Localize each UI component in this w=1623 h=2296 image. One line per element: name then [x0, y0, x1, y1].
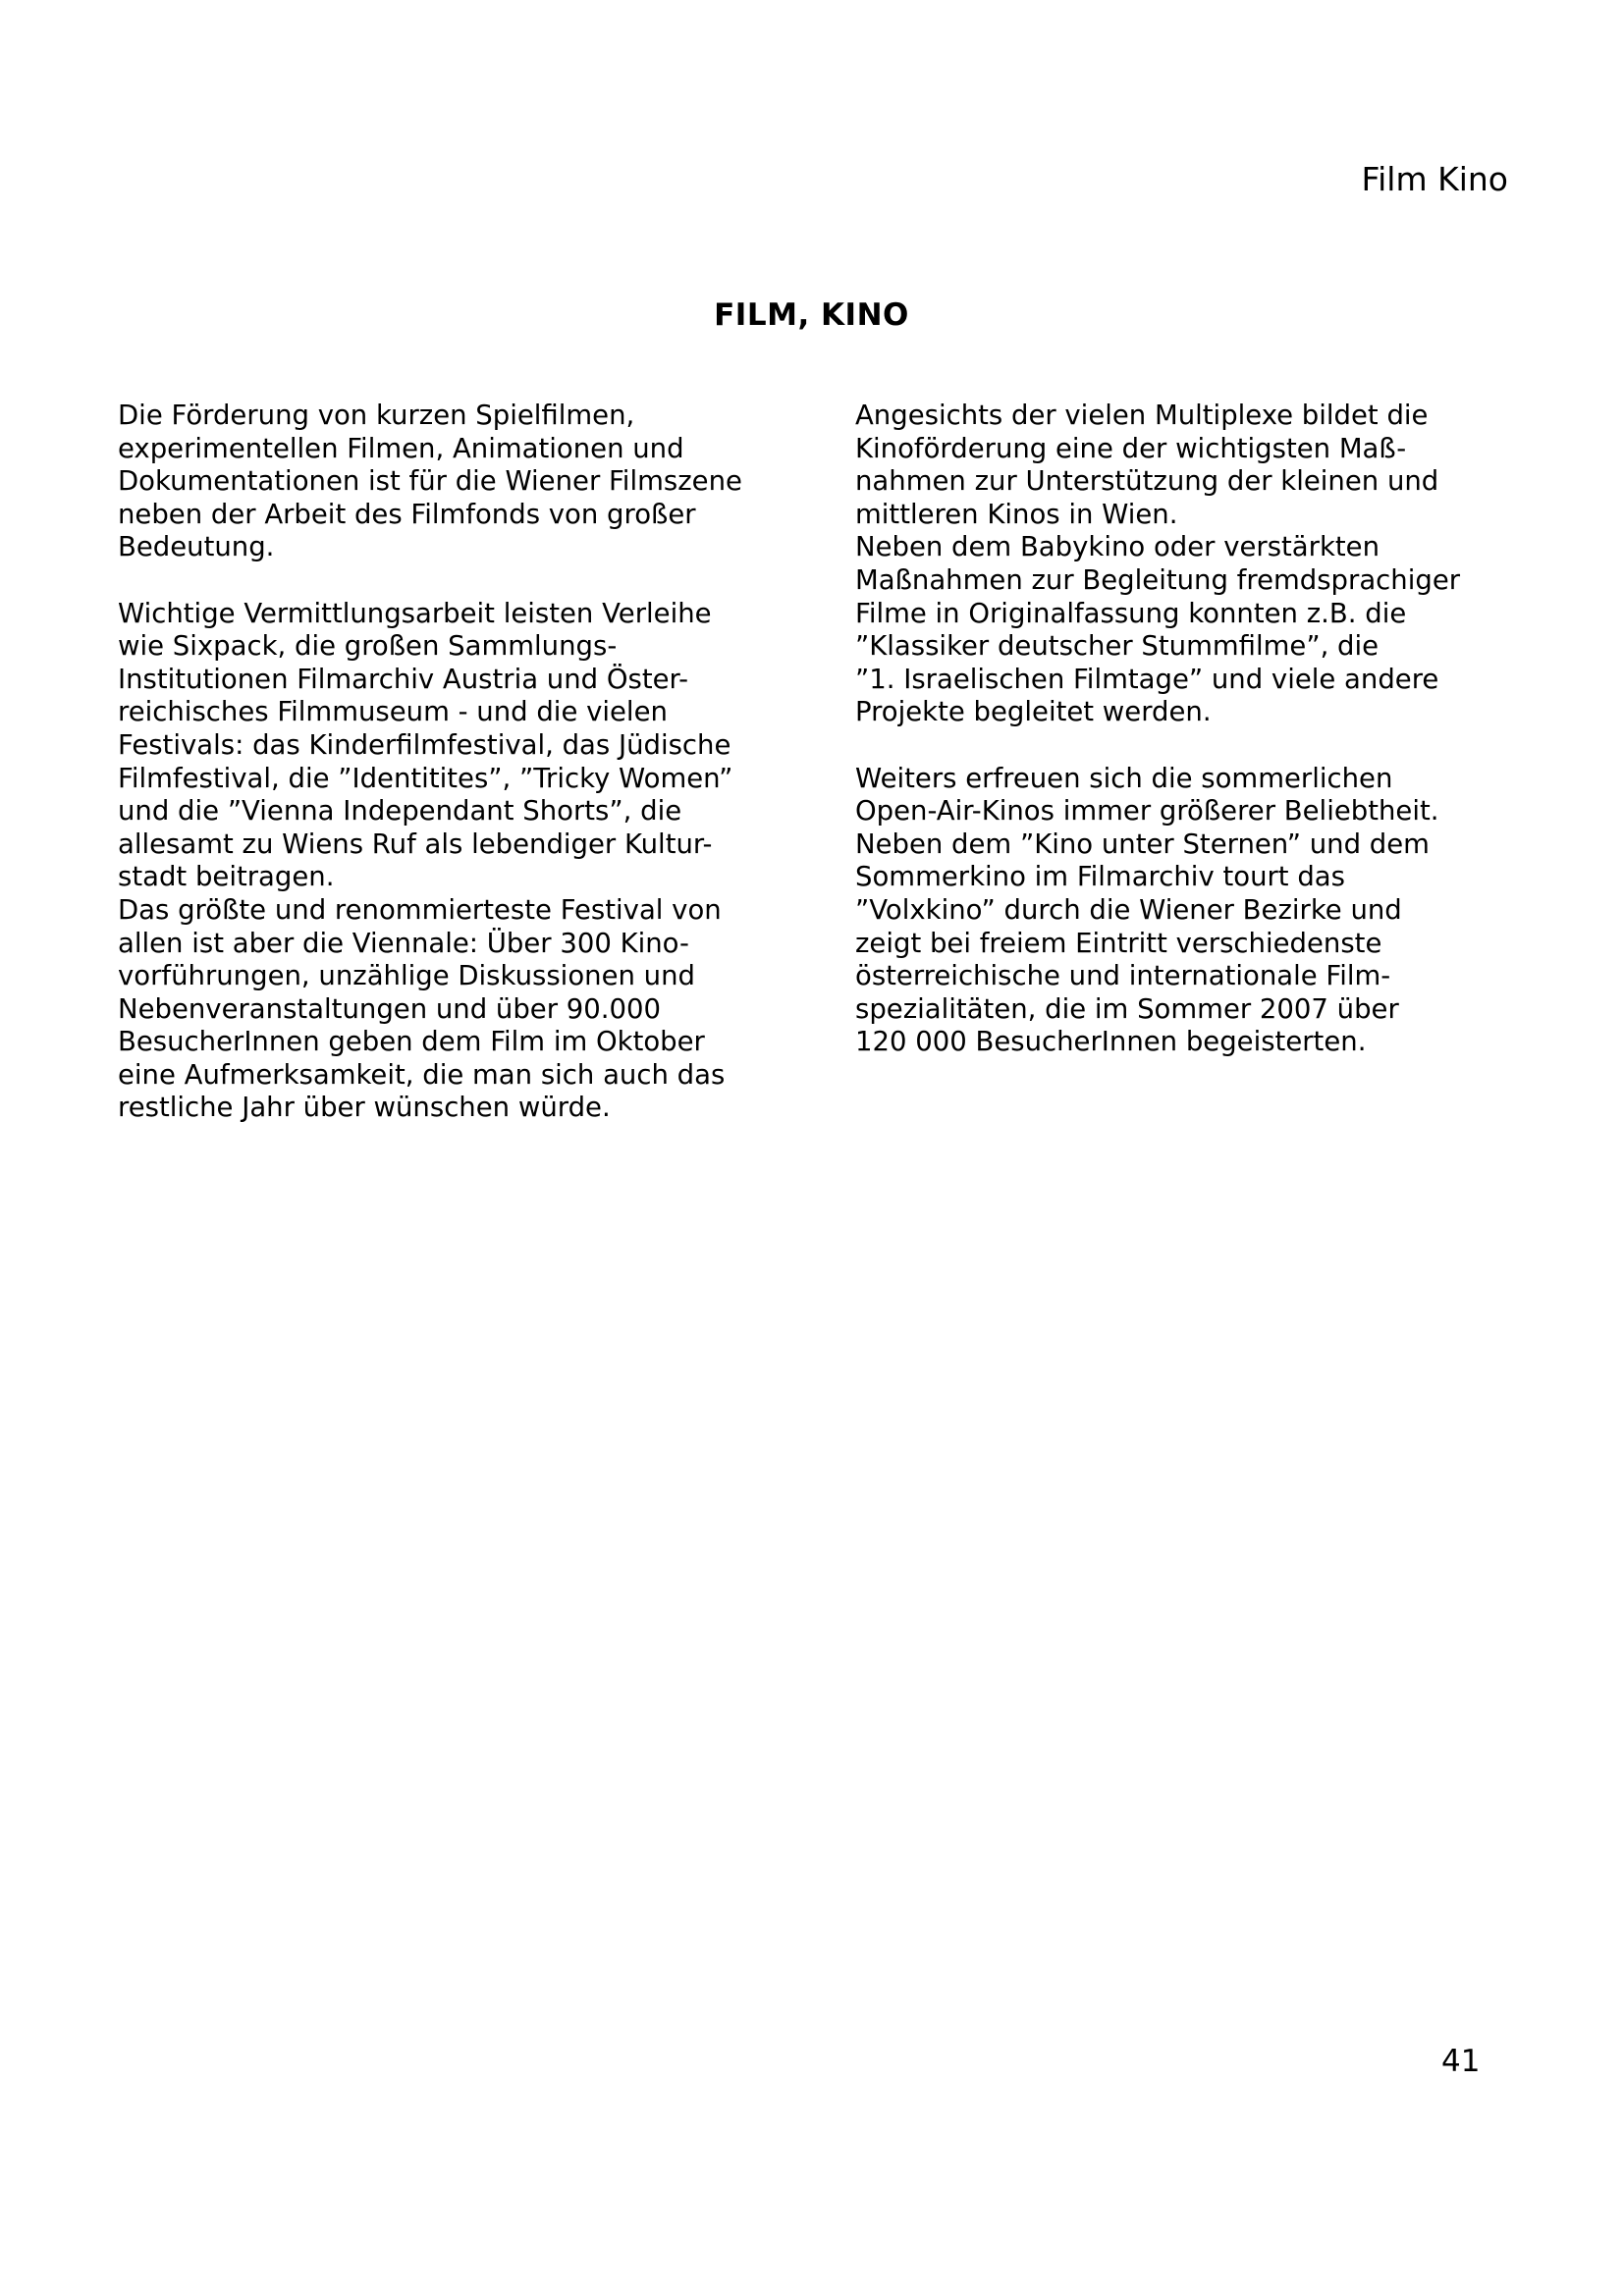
- text-line: Filme in Originalfassung konnten z.B. die: [855, 597, 1407, 629]
- text-line: Sommerkino im Filmarchiv tourt das: [855, 861, 1345, 893]
- text-line: Neben dem ”Kino unter Sternen” und dem: [855, 828, 1430, 860]
- text-line: Filmfestival, die ”Identitites”, ”Tricky Women”: [118, 762, 733, 794]
- text-line: Bedeutung.: [118, 531, 275, 563]
- text-line: allesamt zu Wiens Ruf als lebendiger Kultur-: [118, 828, 713, 860]
- paragraph-gap: [855, 729, 1523, 763]
- text-line: neben der Arbeit des Filmfonds von großer: [118, 498, 696, 530]
- text-line: Dokumentationen ist für die Wiener Filmszene: [118, 465, 742, 498]
- text-line: Institutionen Filmarchiv Austria und Öster-: [118, 663, 689, 695]
- text-line: reichisches Filmmuseum - und die vielen: [118, 696, 668, 728]
- text-line: zeigt bei freiem Eintritt verschiedenste: [855, 927, 1382, 959]
- text-line: nahmen zur Unterstützung der kleinen und: [855, 465, 1439, 498]
- text-line: eine Aufmerksamkeit, die man sich auch das: [118, 1058, 726, 1091]
- text-line: Angesichts der vielen Multiplexe bildet die: [855, 400, 1429, 431]
- page-number: 41: [1441, 2044, 1481, 2079]
- running-header: Film Kino: [1361, 160, 1508, 198]
- text-line: ”Volxkino” durch die Wiener Bezirke und: [855, 893, 1402, 926]
- text-line: Maßnahmen zur Begleitung fremdsprachiger: [855, 563, 1461, 596]
- right-paragraph-2: [855, 531, 1523, 729]
- right-paragraph-3: [855, 763, 1523, 1059]
- text-line: 120 000 BesucherInnen begeisterten.: [855, 1026, 1367, 1058]
- text-line: Wichtige Vermittlungsarbeit leisten Verleihe: [118, 597, 712, 629]
- text-line: stadt beitragen.: [118, 861, 335, 893]
- text-line: österreichische und internationale Film-: [855, 960, 1391, 992]
- text-line: Die Förderung von kurzen Spielfilmen,: [118, 400, 635, 431]
- text-line: Nebenveranstaltungen und über 90.000: [118, 992, 661, 1025]
- page-title: FILM, KINO: [714, 297, 909, 333]
- text-line: Neben dem Babykino oder verstärkten: [855, 531, 1380, 563]
- left-column: [118, 400, 785, 1125]
- left-paragraph-3: [118, 894, 785, 1125]
- text-line: experimentellen Filmen, Animationen und: [118, 432, 684, 464]
- text-line: BesucherInnen geben dem Film im Oktober: [118, 1026, 705, 1058]
- text-line: ”1. Israelischen Filmtage” und viele andere: [855, 663, 1439, 695]
- text-line: und die ”Vienna Independant Shorts”, die: [118, 795, 682, 828]
- text-line: Das größte und renommierteste Festival von: [118, 893, 722, 926]
- text-line: ”Klassiker deutscher Stummfilme”, die: [855, 630, 1380, 663]
- text-line: wie Sixpack, die großen Sammlungs-: [118, 630, 618, 663]
- text-line: mittleren Kinos in Wien.: [855, 498, 1178, 530]
- text-line: Kinoförderung eine der wichtigsten Maß-: [855, 432, 1407, 464]
- text-line: spezialitäten, die im Sommer 2007 über: [855, 992, 1399, 1025]
- text-line: vorführungen, unzählige Diskussionen und: [118, 960, 695, 992]
- right-paragraph-1: [855, 400, 1523, 531]
- text-line: allen ist aber die Viennale: Über 300 Kino-: [118, 927, 689, 959]
- text-line: Festivals: das Kinderfilmfestival, das Jüdische: [118, 728, 731, 761]
- left-paragraph-2: [118, 598, 785, 894]
- text-line: Open-Air-Kinos immer größerer Beliebtheit.: [855, 795, 1439, 828]
- text-line: Projekte begleitet werden.: [855, 696, 1212, 728]
- text-line: Weiters erfreuen sich die sommerlichen: [855, 762, 1393, 794]
- right-column: [855, 400, 1523, 1059]
- left-paragraph-1: [118, 400, 785, 564]
- paragraph-gap: [118, 564, 785, 598]
- text-line: restliche Jahr über wünschen würde.: [118, 1092, 611, 1124]
